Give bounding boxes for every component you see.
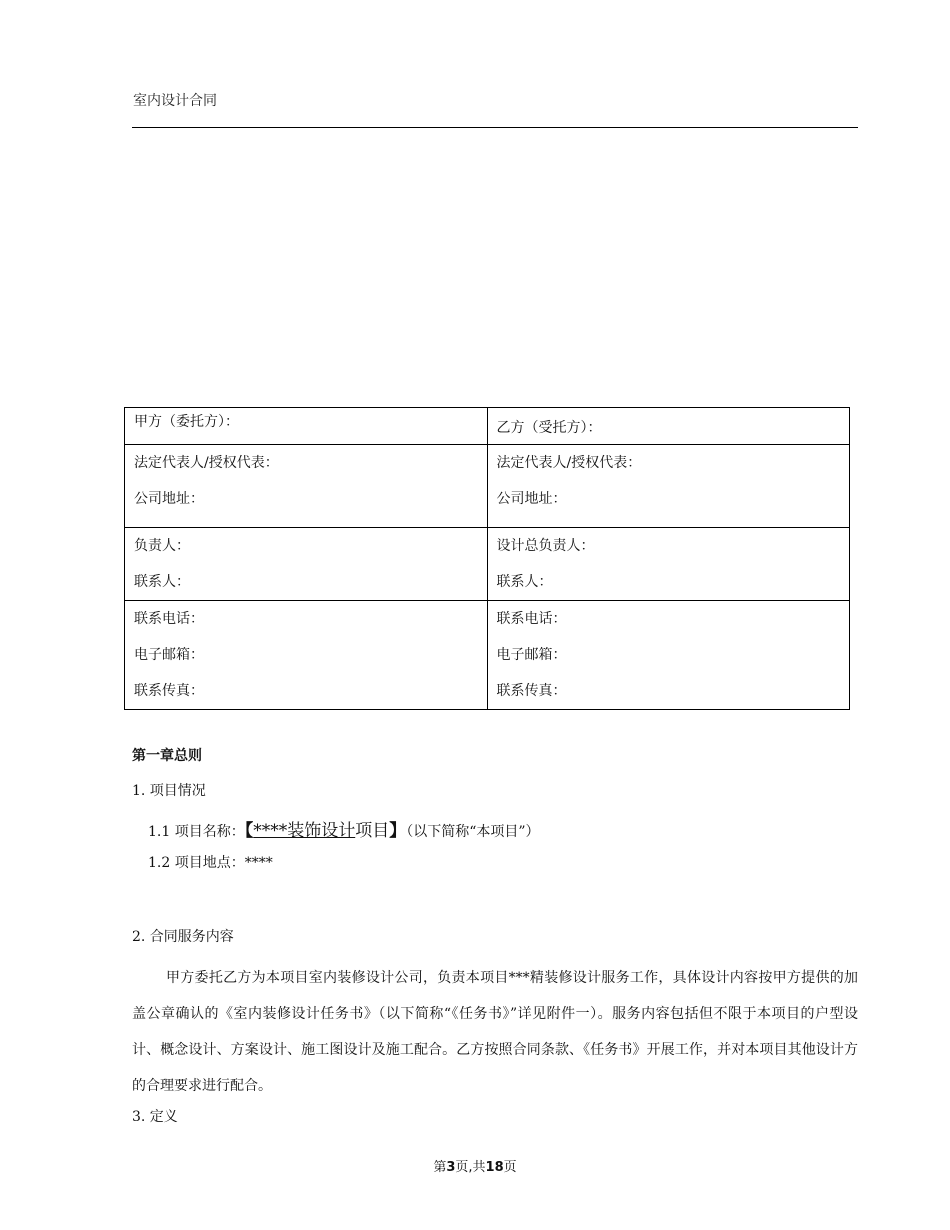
project-name-rest: 项目 <box>355 821 390 841</box>
party-a-email-label: 电子邮箱： <box>134 647 204 663</box>
party-b-comm-cell <box>487 601 850 710</box>
party-b-address-label: 公司地址： <box>496 491 567 507</box>
total-pages-number: 18 <box>485 1160 504 1175</box>
project-name-label: 1.1 项目名称： <box>148 824 245 840</box>
party-a-comm-cell <box>125 601 488 710</box>
party-b-label: 乙方（受托方）： <box>496 420 602 436</box>
section-2-heading: 2. 合同服务内容 <box>132 929 234 945</box>
current-page-number: 3 <box>446 1160 456 1175</box>
party-a-phone-label: 联系电话： <box>134 611 204 627</box>
party-a-fax-label: 联系传真： <box>134 683 204 699</box>
project-name-underlined: ****装饰设计 <box>253 821 356 841</box>
party-b-email-label: 电子邮箱： <box>496 647 567 663</box>
table-row <box>125 601 850 710</box>
project-name <box>253 821 389 841</box>
party-info-table <box>124 407 850 710</box>
party-a-cell <box>125 408 488 445</box>
party-b-chief-designer-label: 设计总负责人： <box>496 538 595 554</box>
section-1-heading: 1. 项目情况 <box>132 783 206 799</box>
project-location-line: 1.2 项目地点：**** <box>148 855 273 871</box>
table-row <box>125 528 850 601</box>
footer-mid: 页,共 <box>455 1160 486 1175</box>
party-b-phone-label: 联系电话： <box>496 611 567 627</box>
document-header-title: 室内设计合同 <box>133 93 217 109</box>
party-a-legal-rep-label: 法定代表人/授权代表： <box>134 455 279 471</box>
party-a-representative-cell <box>125 445 488 528</box>
party-a-label: 甲方（委托方）： <box>134 414 239 430</box>
project-name-note: （以下简称“本项目”） <box>406 824 540 840</box>
party-b-representative-cell <box>487 445 850 528</box>
party-b-fax-label: 联系传真： <box>496 683 567 699</box>
close-bracket: 】 <box>389 821 407 841</box>
service-content-paragraph: 甲方委托乙方为本项目室内装修设计公司，负责本项目***精装修设计服务工作，具体设计内容按甲方提供的加盖公章确认的《室内装修设计任务书》（以下简称“《任务书》”详见附件一）。服务内容包括但不限于本项目的户型设计、概念设计、方案设计、施工图设计及施工配合。乙方按照合同条款、《任务书》开展工作，并对本项目其他设计方的合理要求进行配合。 <box>132 970 858 1094</box>
page-footer <box>0 1156 950 1175</box>
project-name-line <box>148 816 540 841</box>
party-b-cell <box>487 408 850 445</box>
party-a-contact-cell <box>125 528 488 601</box>
party-a-manager-label: 负责人： <box>134 538 190 554</box>
party-a-address-label: 公司地址： <box>134 491 204 507</box>
chapter-title: 第一章总则 <box>132 748 202 764</box>
party-b-contact-label: 联系人： <box>496 574 553 590</box>
open-bracket: 【 <box>244 821 254 841</box>
footer-prefix: 第 <box>433 1160 447 1175</box>
header-divider <box>132 127 858 128</box>
party-b-legal-rep-label: 法定代表人/授权代表： <box>496 455 642 471</box>
party-b-contact-cell <box>487 528 850 601</box>
footer-suffix: 页 <box>503 1160 517 1175</box>
section-3-heading: 3. 定义 <box>132 1109 178 1125</box>
party-a-contact-label: 联系人： <box>134 574 190 590</box>
table-row <box>125 445 850 528</box>
table-row <box>125 408 850 445</box>
